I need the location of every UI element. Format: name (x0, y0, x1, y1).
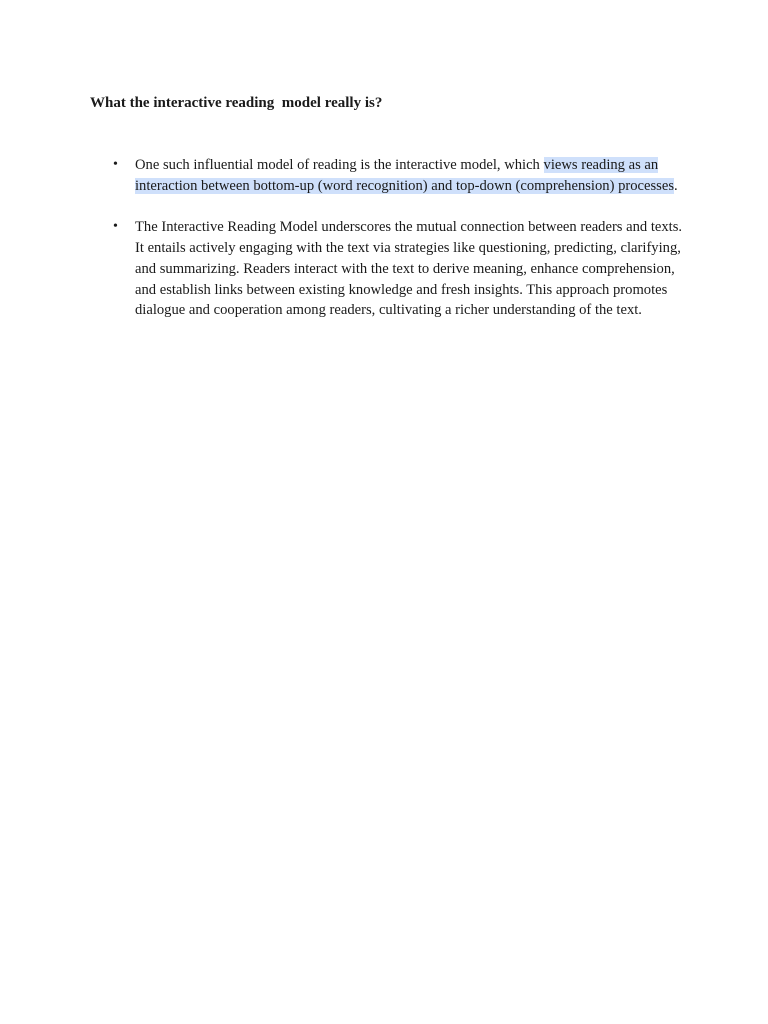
paragraph-text: One such influential model of reading is the interactive model, which (135, 157, 544, 173)
bullet-list (0, 155, 768, 342)
highlighted-selection[interactable]: views reading as an interaction between bottom-up (word recognition) and top-down (comprehension) processes (135, 157, 674, 194)
document-title: What the interactive reading model really is? (90, 95, 383, 111)
paragraph-text-end: . (674, 177, 678, 194)
bullet-paragraph[interactable] (135, 155, 683, 196)
list-item (0, 155, 768, 196)
bullet-paragraph[interactable]: The Interactive Reading Model underscores the mutual connection between readers and texts. It entails actively engaging with the text via strategies like questioning, predicting, clarifying, and summarizing. Readers interact with the text to derive meaning, enhance comprehension, and establish links between existing knowledge and fresh insights. This approach promotes dialogue and cooperation among readers, cultivating a richer understanding of the text. (135, 219, 683, 319)
bullet-dot-icon: • (113, 157, 118, 172)
bullet-dot-icon: • (113, 219, 118, 235)
list-item (0, 217, 768, 321)
